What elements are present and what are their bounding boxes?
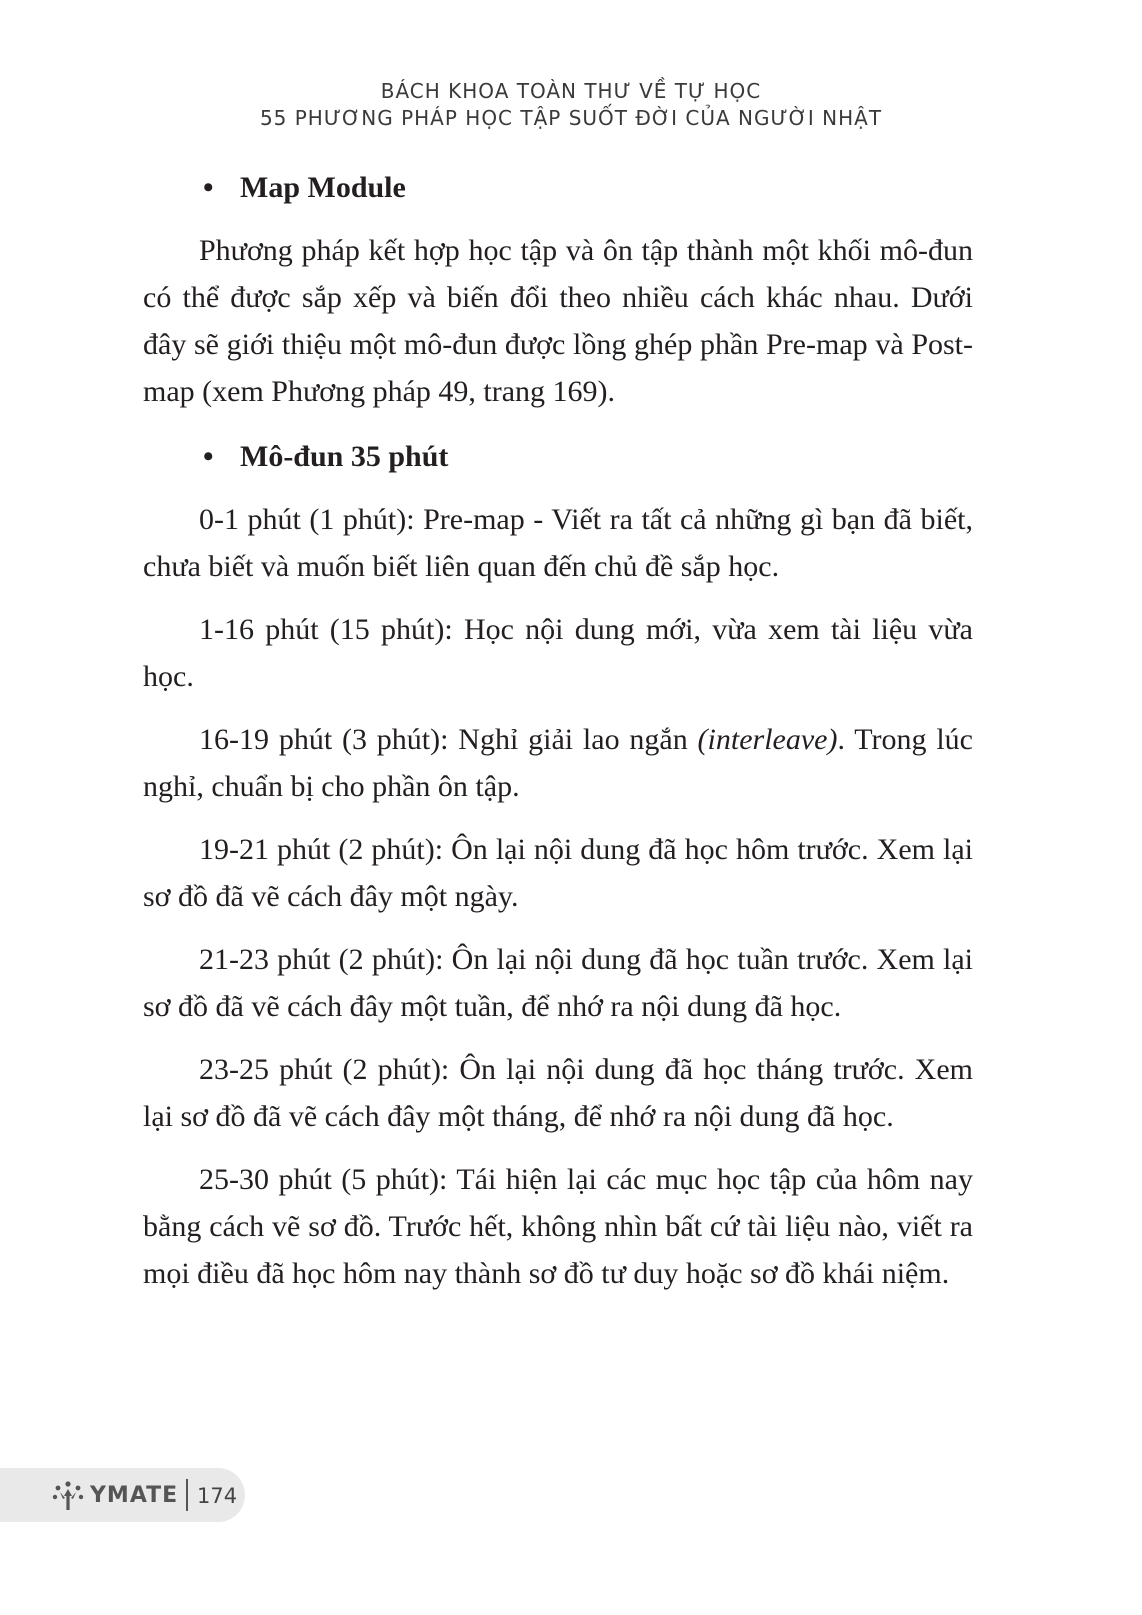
step-text: . Trong lúc nghỉ, chuẩn bị cho phần ôn tập. bbox=[143, 723, 973, 803]
step-paragraph bbox=[143, 716, 973, 810]
footer-divider bbox=[186, 1479, 188, 1511]
step-paragraph: 0-1 phút (1 phút): Pre-map - Viết ra tất cả những gì bạn đã biết, chưa biết và muốn biết liên quan đến chủ đề sắp học. bbox=[143, 503, 973, 583]
paragraph-map-module: Phương pháp kết hợp học tập và ôn tập thành một khối mô-đun có thể được sắp xếp và biến đổi theo nhiều cách khác nhau. Dưới đây sẽ giới thiệu một mô-đun được lồng ghép phần Pre-map và Post-map (xem Phương pháp 49, trang 169). bbox=[143, 234, 973, 408]
step-paragraph: 21-23 phút (2 phút): Ôn lại nội dung đã học tuần trước. Xem lại sơ đồ đã vẽ cách đây một tuần, để nhớ ra nội dung đã học. bbox=[143, 943, 973, 1023]
page-body bbox=[143, 164, 973, 1297]
section-heading-map-module bbox=[143, 164, 973, 211]
step-text: 16-19 phút (3 phút): Nghỉ giải lao ngắn bbox=[199, 723, 698, 756]
step-paragraph: 19-21 phút (2 phút): Ôn lại nội dung đã học hôm trước. Xem lại sơ đồ đã vẽ cách đây một ngày. bbox=[143, 833, 973, 913]
heading-text: Mô-đun 35 phút bbox=[240, 440, 449, 473]
book-subtitle: 55 PHƯƠNG PHÁP HỌC TẬP SUỐT ĐỜI CỦA NGƯỜI NHẬT bbox=[259, 106, 883, 130]
step-paragraph: 23-25 phút (2 phút): Ôn lại nội dung đã học tháng trước. Xem lại sơ đồ đã vẽ cách đây một tháng, để nhớ ra nội dung đã học. bbox=[143, 1053, 973, 1133]
running-header bbox=[0, 78, 1142, 132]
bullet-icon: • bbox=[203, 171, 214, 204]
page-number: 174 bbox=[197, 1484, 238, 1508]
heading-text: Map Module bbox=[240, 171, 406, 204]
book-title: BÁCH KHOA TOÀN THƯ VỀ TỰ HỌC bbox=[380, 79, 762, 103]
footer-brand: YMATE bbox=[90, 1483, 179, 1508]
section-heading-module-35 bbox=[143, 433, 973, 480]
ymate-logo-icon bbox=[52, 1480, 84, 1512]
bullet-icon: • bbox=[203, 440, 214, 473]
step-paragraph: 25-30 phút (5 phút): Tái hiện lại các mục học tập của hôm nay bằng cách vẽ sơ đồ. Trước hết, không nhìn bất cứ tài liệu nào, viết ra mọi điều đã học hôm nay thành sơ đồ tư duy hoặc sơ đồ khái niệm. bbox=[143, 1163, 973, 1290]
step-italic-term: (interleave) bbox=[697, 723, 838, 756]
step-paragraph: 1-16 phút (15 phút): Học nội dung mới, vừa xem tài liệu vừa học. bbox=[143, 613, 973, 693]
